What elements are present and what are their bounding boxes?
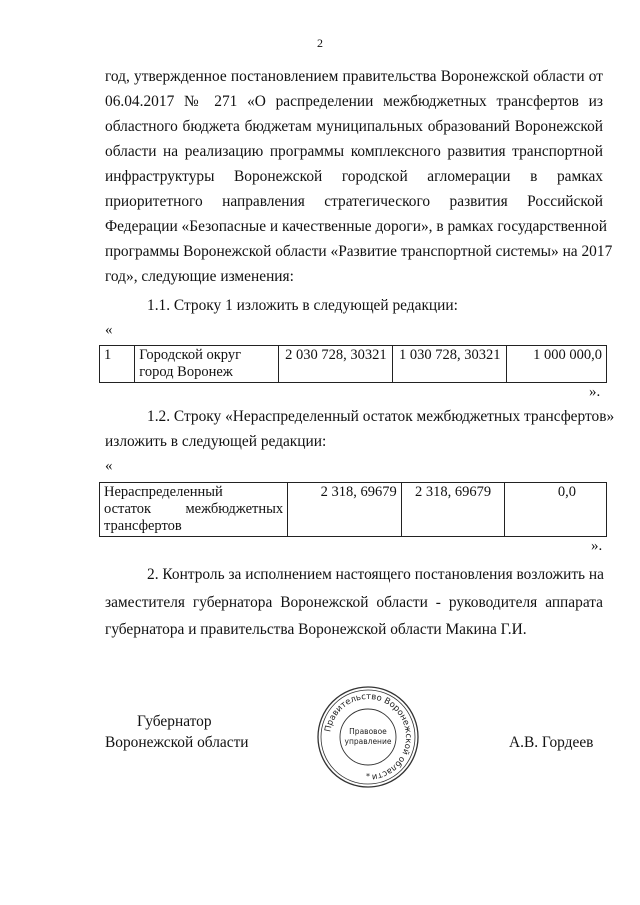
open-quote-2: «	[105, 458, 113, 474]
paragraph1-line-8: программы Воронежской области «Развитие транспортной системы» на 2017	[105, 243, 613, 260]
signature-name: А.В. Гордеев	[509, 734, 594, 751]
close-quote-2: ».	[591, 538, 603, 554]
table2-name-word2: межбюджетных	[185, 501, 284, 517]
signature-title-line1: Губернатор	[137, 713, 212, 730]
item-1-2-line2: изложить в следующей редакции:	[105, 433, 327, 450]
table1-value3: 1 000 000,0	[507, 346, 607, 383]
table2-name-line1: Нераспределенный	[104, 484, 223, 500]
table1-value1: 2 030 728, 30321	[279, 346, 393, 383]
item-2-line3: губернатора и правительства Воронежской области Макина Г.И.	[105, 621, 527, 638]
table2-value1: 2 318, 69679	[288, 483, 402, 537]
paragraph1-line-6: приоритетного направления стратегического развития Российской	[105, 193, 603, 210]
table1-name-line1: Городской округ	[139, 347, 242, 363]
item-2-line2: заместителя губернатора Воронежской области - руководителя аппарата	[105, 594, 603, 611]
svg-text:*: *	[366, 772, 370, 781]
table2-name-word1: остаток	[104, 501, 152, 517]
item-1-1: 1.1. Строку 1 изложить в следующей редакции:	[147, 297, 458, 314]
svg-text:Правительство Воронежской обла: Правительство Воронежской области	[323, 691, 414, 782]
item-1-2-line1: 1.2. Строку «Нераспределенный остаток межбюджетных трансфертов»	[147, 408, 615, 425]
paragraph1-line-1: год, утвержденное постановлением правительства Воронежской области от	[105, 68, 603, 85]
table1-value2: 1 030 728, 30321	[393, 346, 507, 383]
table1-name	[135, 346, 279, 383]
paragraph1-line-3: областного бюджета бюджетам муниципальных образований Воронежской	[105, 118, 603, 135]
paragraph1-line-2: 06.04.2017 № 271 «О распределении межбюджетных трансфертов из	[105, 93, 603, 110]
open-quote-1: «	[105, 322, 113, 338]
table2-name	[100, 483, 288, 537]
paragraph1-line-4: области на реализацию программы комплексного развития транспортной	[105, 143, 603, 160]
official-stamp	[316, 685, 420, 789]
table2-name-line2	[104, 501, 283, 518]
table1-name-line2: город Воронеж	[139, 364, 233, 380]
table2-value2: 2 318, 69679	[401, 483, 505, 537]
table-row-2	[99, 482, 607, 537]
signature-title-line2: Воронежской области	[105, 734, 249, 751]
item-2-line1: 2. Контроль за исполнением настоящего постановления возложить на	[147, 566, 604, 583]
paragraph1-line-9: год», следующие изменения:	[105, 268, 294, 285]
svg-text:Правовое: Правовое	[349, 727, 387, 736]
paragraph1-line-5: инфраструктуры Воронежской городской агломерации в рамках	[105, 168, 603, 185]
table-row-1	[99, 345, 607, 383]
table1-num: 1	[100, 346, 135, 383]
page-number: 2	[317, 36, 323, 50]
paragraph1-line-7: Федерации «Безопасные и качественные дороги», в рамках государственной	[105, 218, 608, 235]
table2-value3: 0,0	[505, 483, 607, 537]
svg-text:управление: управление	[344, 737, 392, 746]
table2-name-line3: трансфертов	[104, 518, 182, 534]
close-quote-1: ».	[589, 384, 601, 400]
